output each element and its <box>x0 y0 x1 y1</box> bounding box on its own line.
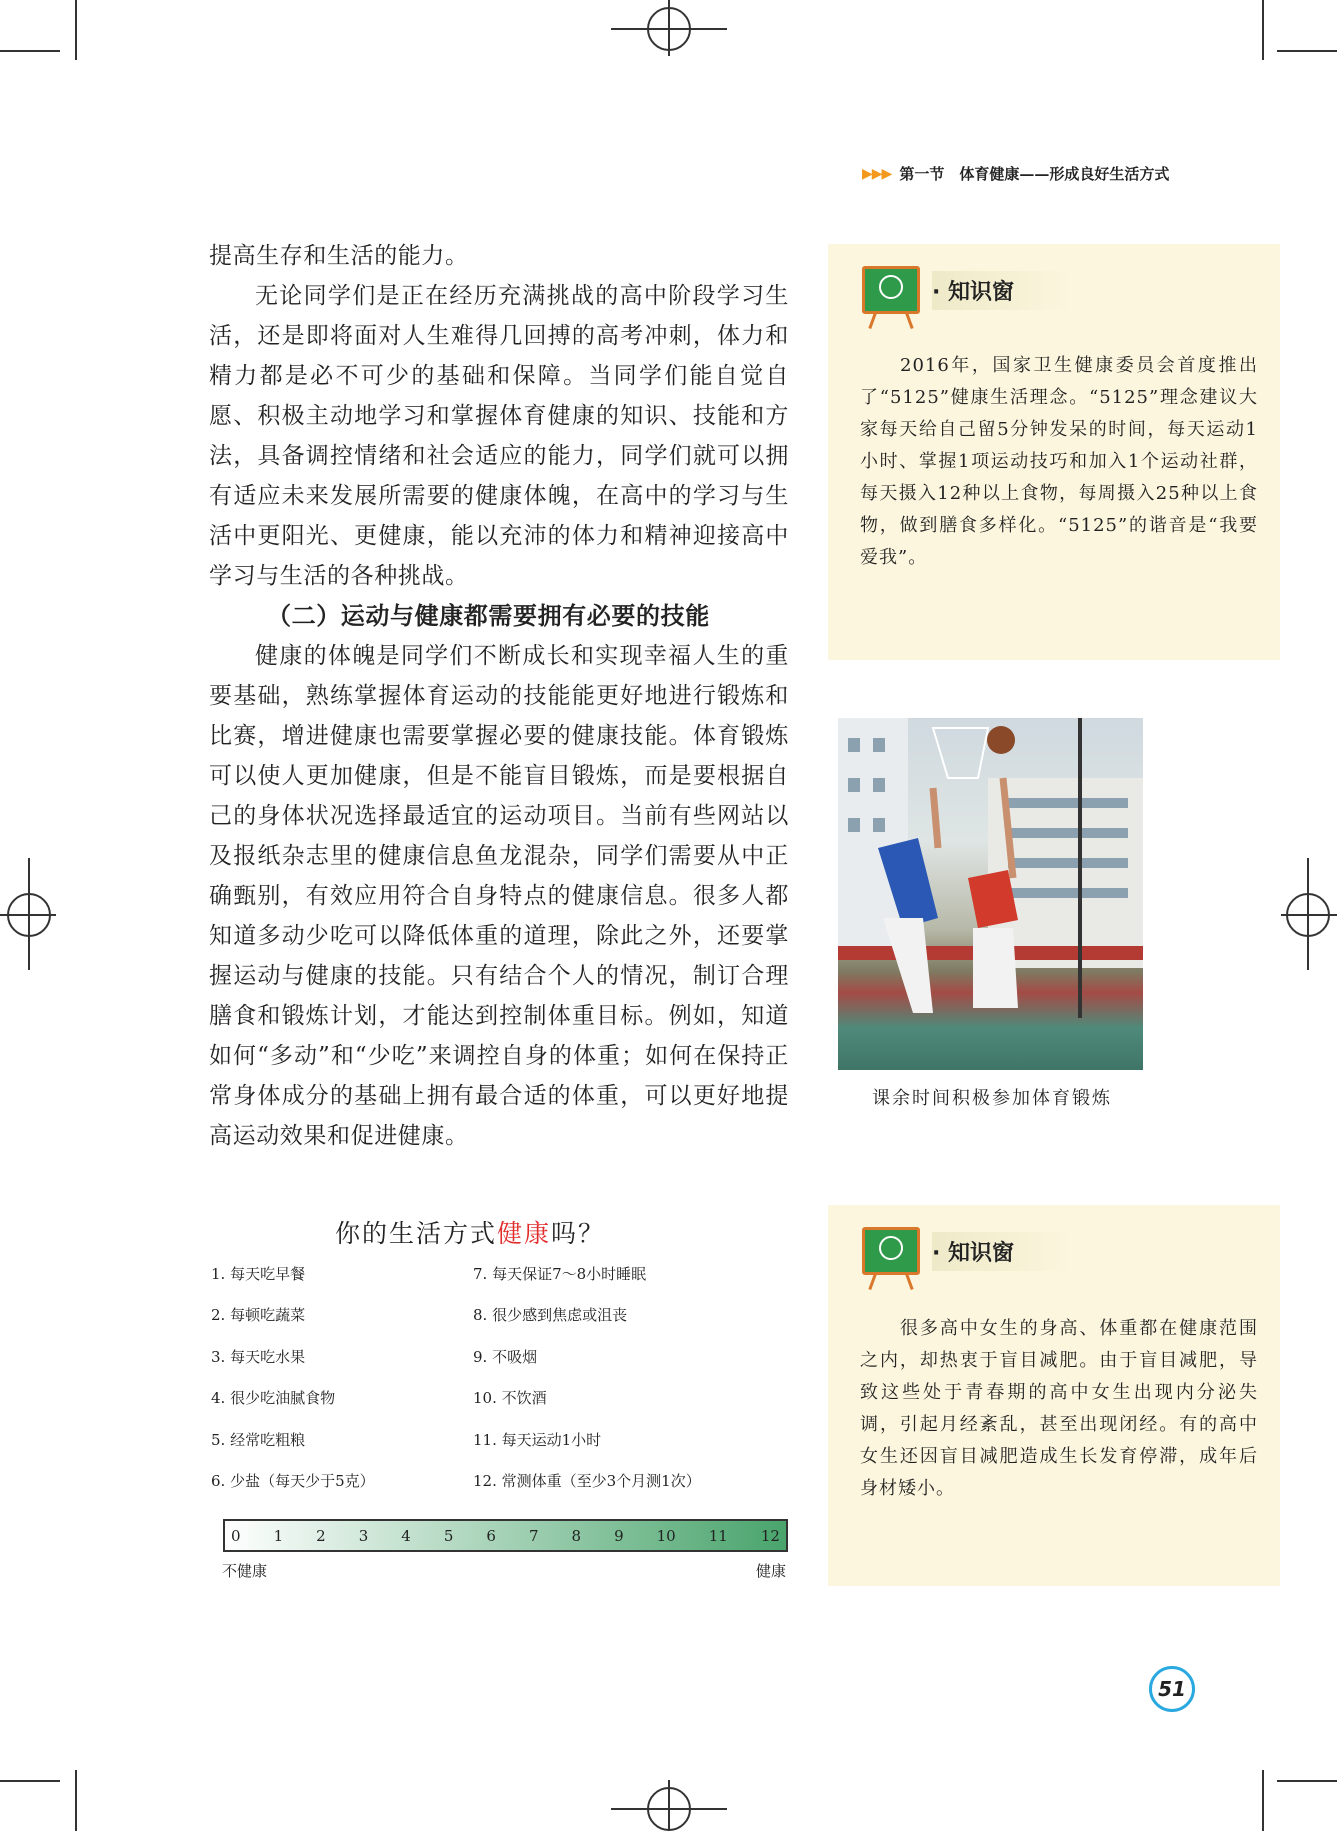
scale-right-label: 健康 <box>756 1562 787 1580</box>
survey-item: 11. 每天运动1小时 <box>473 1431 602 1449</box>
running-header <box>862 163 1169 184</box>
scale-left-label: 不健康 <box>222 1562 268 1580</box>
survey-item: 9. 不吸烟 <box>473 1348 538 1366</box>
knowledge-window-2 <box>828 1205 1280 1586</box>
survey-item: 12. 常测体重（至少3个月测1次） <box>473 1472 701 1490</box>
scale-tick-label: 4 <box>401 1526 411 1545</box>
scale-tick-label: 0 <box>231 1526 241 1545</box>
paragraph-1: 提高生存和生活的能力。 <box>209 243 469 269</box>
section-heading: （二）运动与健康都需要拥有必要的技能 <box>267 602 710 630</box>
survey-title-highlight: 健康 <box>497 1219 552 1248</box>
lightbulb-icon <box>879 275 903 299</box>
paragraph-2: 无论同学们是正在经历充满挑战的高中阶段学习生活，还是即将面对人生难得几回搏的高考冲刺，体力和精力都是必不可少的基础和保障。当同学们能自觉自愿、积极主动地学习和掌握体育健康的知识、技能和方法，具备调控情绪和社会适应的能力，同学们就可以拥有适应未来发展所需要的健康体魄，在高中的学习与生活中更阳光、更健康，能以充沛的体力和精神迎接高中学习与生活的各种挑战。 <box>209 283 789 589</box>
page-number: 51 <box>1149 1666 1195 1712</box>
lightbulb-icon <box>879 1236 903 1260</box>
scale-tick-label: 8 <box>571 1526 582 1545</box>
scale-tick-label: 9 <box>614 1526 624 1545</box>
knowledge-title: · 知识窗 <box>932 271 1074 310</box>
survey-item: 4. 很少吃油腻食物 <box>211 1389 336 1407</box>
scale-tick-label: 7 <box>528 1526 539 1545</box>
scale-tick-label: 3 <box>358 1526 369 1545</box>
scale-tick-label: 5 <box>443 1526 454 1545</box>
scale-tick-label: 1 <box>273 1526 284 1545</box>
knowledge-body: 2016年，国家卫生健康委员会首度推出了“5125”健康生活理念。“5125”理念建议大家每天给自己留5分钟发呆的时间，每天运动1小时、掌握1项运动技巧和加入1个运动社群，每天摄入12种以上食物，每周摄入25种以上食物，做到膳食多样化。“5125”的谐音是“我要爱我”。 <box>860 355 1258 568</box>
survey-title: 你的生活方式健康吗？ <box>335 1219 606 1248</box>
survey-item: 5. 经常吃粗粮 <box>211 1431 306 1449</box>
photo-caption: 课余时间积极参加体育锻炼 <box>872 1088 1112 1109</box>
scale-tick-label: 6 <box>486 1526 496 1545</box>
survey-item: 6. 少盐（每天少于5克） <box>211 1472 375 1490</box>
survey-item: 7. 每天保证7～8小时睡眠 <box>473 1265 647 1283</box>
chalkboard-icon <box>862 1227 920 1275</box>
scale-tick-label: 10 <box>656 1526 676 1545</box>
section-title: 第一节 体育健康——形成良好生活方式 <box>899 165 1170 183</box>
survey-item: 8. 很少感到焦虑或沮丧 <box>473 1306 628 1324</box>
main-text <box>209 236 789 1156</box>
paragraph-3: 健康的体魄是同学们不断成长和实现幸福人生的重要基础，熟练掌握体育运动的技能能更好地进行锻炼和比赛，增进健康也需要掌握必要的健康技能。体育锻炼可以使人更加健康，但是不能盲目锻炼，而是要根据自己的身体状况选择最适宜的运动项目。当前有些网站以及报纸杂志里的健康信息鱼龙混杂，同学们需要从中正确甄别，有效应用符合自身特点的健康信息。很多人都知道多动少吃可以降低体重的道理，除此之外，还要掌握运动与健康的技能。只有结合个人的情况，制订合理膳食和锻炼计划，才能达到控制体重目标。例如，知道如何“多动”和“少吃”来调控自身的体重；如何在保持正常身体成分的基础上拥有最合适的体重，可以更好地提高运动效果和促进健康。 <box>209 643 789 1149</box>
scale-tick-label: 11 <box>708 1526 728 1545</box>
survey-item: 3. 每天吃水果 <box>211 1348 306 1366</box>
survey-item: 10. 不饮酒 <box>473 1389 547 1407</box>
chalkboard-icon <box>862 266 920 314</box>
scale-tick-label: 2 <box>316 1526 326 1545</box>
survey-item: 2. 每顿吃蔬菜 <box>211 1306 306 1324</box>
knowledge-body: 很多高中女生的身高、体重都在健康范围之内，却热衷于盲目减肥。由于盲目减肥，导致这些处于青春期的高中女生出现内分泌失调，引起月经紊乱，甚至出现闭经。有的高中女生还因盲目减肥造成生长发育停滞，成年后身材矮小。 <box>860 1318 1258 1499</box>
basketball-photo <box>838 718 1143 1070</box>
survey-item: 1. 每天吃早餐 <box>211 1265 306 1283</box>
scale-tick-label: 12 <box>760 1526 780 1545</box>
knowledge-window-1 <box>828 244 1280 660</box>
knowledge-title: · 知识窗 <box>932 1232 1074 1271</box>
triangle-arrows-icon: ▶▶▶ <box>862 165 892 182</box>
health-scale-bar <box>223 1519 788 1552</box>
